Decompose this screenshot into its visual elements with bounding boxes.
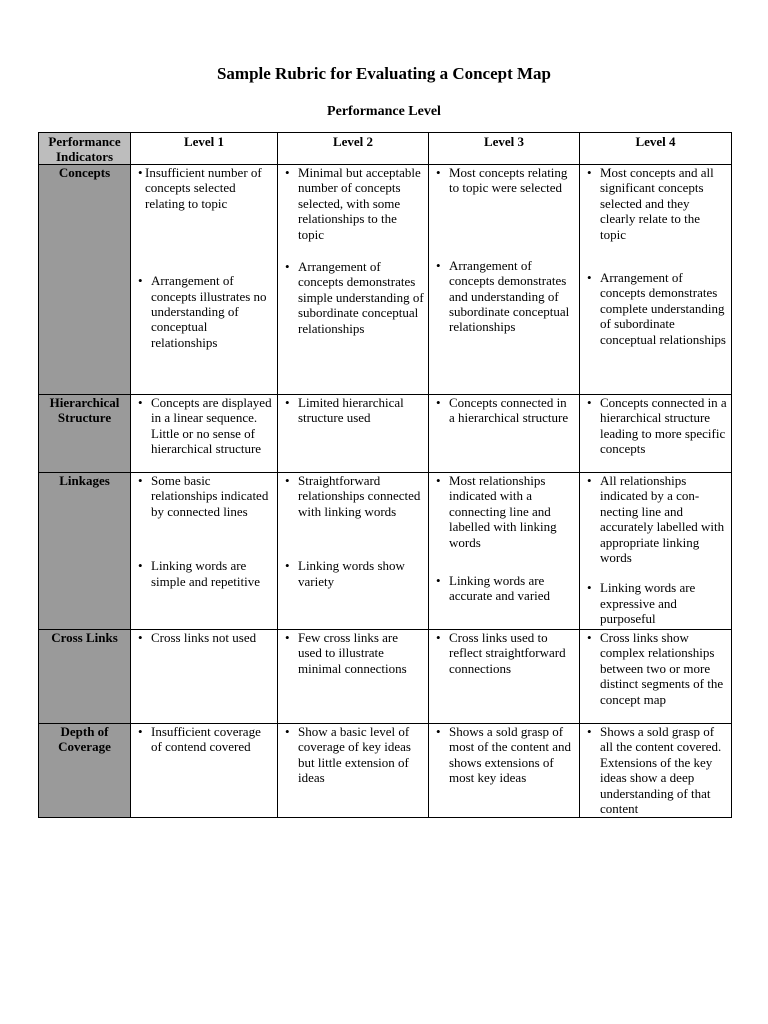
cell-depth-level-2 — [278, 724, 429, 818]
criterion-item: • Insufficient coverage of contend covered — [131, 724, 273, 755]
indicator-depth-of-coverage: Depth of Coverage — [39, 724, 131, 818]
cell-hierarchical-level-2 — [278, 395, 429, 473]
criterion-item: • Cross links show complex relationships between two or more distinct segments of the concept map — [580, 630, 727, 707]
cell-linkages-level-1 — [131, 473, 278, 630]
header-row — [39, 133, 732, 165]
criterion-item: • Show a basic level of coverage of key ideas but little extension of ideas — [278, 724, 424, 786]
document-title: Sample Rubric for Evaluating a Concept Map — [216, 64, 552, 83]
criterion-item: • Most relationships indicated with a connecting line and labelled with linking words — [429, 473, 575, 550]
criterion-item: • Arrangement of concepts demonstrates and understanding of subordinate conceptual relationships — [429, 258, 575, 335]
cell-depth-level-4 — [580, 724, 732, 818]
table-row — [39, 395, 732, 473]
indicator-hierarchical-structure: Hierarchical Structure — [39, 395, 131, 473]
cell-concepts-level-2 — [278, 165, 429, 395]
table-row — [39, 724, 732, 818]
cell-depth-level-1 — [131, 724, 278, 818]
header-level-3: Level 3 — [429, 133, 580, 165]
cell-linkages-level-2 — [278, 473, 429, 630]
criterion-item: • Concepts connected in a hierarchical structure — [429, 395, 575, 426]
criterion-item: • Concepts connected in a hierarchical structure leading to more specific concepts — [580, 395, 727, 457]
criterion-item: • Limited hierarchical structure used — [278, 395, 424, 426]
header-level-2: Level 2 — [278, 133, 429, 165]
header-level-4: Level 4 — [580, 133, 732, 165]
cell-cross-links-level-4 — [580, 630, 732, 724]
criterion-item: • Shows a sold grasp of all the content covered. Extensions of the key ideas show a deep understanding of that content — [580, 724, 727, 816]
cell-cross-links-level-1 — [131, 630, 278, 724]
criterion-item: • Arrangement of concepts illustrates no understanding of conceptual relationships — [131, 273, 273, 350]
criterion-item: • Some basic relationships indicated by connected lines — [131, 473, 273, 519]
criterion-item: • Most concepts relating to topic were selected — [429, 165, 575, 196]
criterion-item: • All relationships indicated by a con-necting line and accurately labelled with appropriate linking words — [580, 473, 727, 565]
cell-linkages-level-3 — [429, 473, 580, 630]
header-level-1: Level 1 — [131, 133, 278, 165]
indicator-linkages: Linkages — [39, 473, 131, 630]
criterion-item: • Linking words are simple and repetitive — [131, 558, 273, 589]
indicator-cross-links: Cross Links — [39, 630, 131, 724]
indicator-concepts: Concepts — [39, 165, 131, 395]
header-performance-indicators: Performance Indicators — [39, 133, 131, 165]
criterion-item: • Most concepts and all significant concepts selected and they clearly relate to the topic — [580, 165, 727, 242]
table-row — [39, 165, 732, 395]
cell-cross-links-level-3 — [429, 630, 580, 724]
criterion-item: • Cross links used to reflect straightforward connections — [429, 630, 575, 676]
table-row — [39, 473, 732, 630]
criterion-item: • Cross links not used — [131, 630, 273, 645]
criterion-item: • Insufficient number of concepts selected relating to topic — [131, 165, 273, 211]
criterion-item: • Few cross links are used to illustrate minimal connections — [278, 630, 424, 676]
cell-concepts-level-3 — [429, 165, 580, 395]
criterion-item: • Concepts are displayed in a linear sequence. Little or no sense of hierarchical structure — [131, 395, 273, 457]
criterion-item: • Linking words are accurate and varied — [429, 573, 575, 604]
cell-concepts-level-1 — [131, 165, 278, 395]
cell-depth-level-3 — [429, 724, 580, 818]
performance-level-heading: Performance Level — [327, 104, 441, 119]
table-row — [39, 630, 732, 724]
rubric-table — [38, 132, 732, 818]
cell-cross-links-level-2 — [278, 630, 429, 724]
criterion-item: • Shows a sold grasp of most of the content and shows extensions of most key ideas — [429, 724, 575, 786]
criterion-item: • Arrangement of concepts demonstrates complete understanding of subordinate conceptual relationships — [580, 270, 727, 347]
cell-linkages-level-4 — [580, 473, 732, 630]
criterion-item: • Arrangement of concepts demonstrates simple understanding of subordinate conceptual relationships — [278, 259, 424, 336]
criterion-item: • Linking words show variety — [278, 558, 424, 589]
cell-hierarchical-level-1 — [131, 395, 278, 473]
criterion-item: • Minimal but acceptable number of concepts selected, with some relationships to the topic — [278, 165, 424, 242]
criterion-item: • Straightforward relationships connected with linking words — [278, 473, 424, 519]
cell-concepts-level-4 — [580, 165, 732, 395]
cell-hierarchical-level-3 — [429, 395, 580, 473]
criterion-item: • Linking words are expressive and purposeful — [580, 580, 727, 626]
cell-hierarchical-level-4 — [580, 395, 732, 473]
